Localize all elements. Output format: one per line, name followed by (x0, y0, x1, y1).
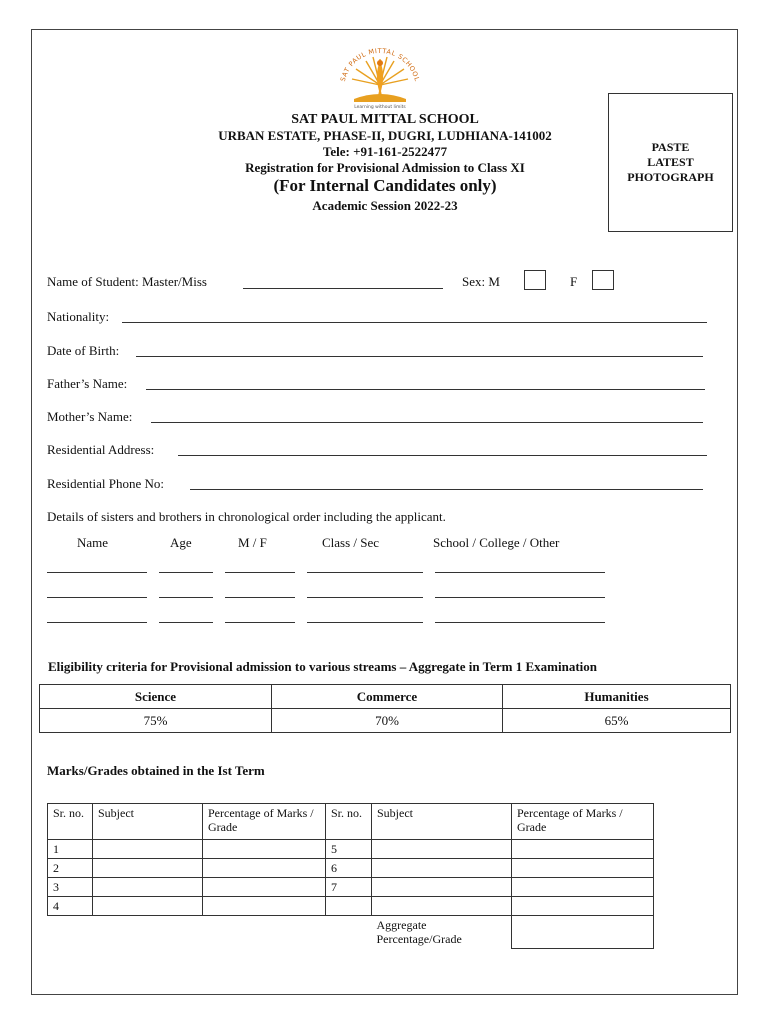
sibling-1-age-field[interactable] (159, 572, 213, 573)
mother-name-field[interactable] (151, 422, 703, 423)
siblings-col-gender: M / F (238, 535, 267, 550)
internal-candidates-note: (For Internal Candidates only) (273, 176, 497, 195)
marks-subject-cell[interactable] (372, 840, 512, 859)
sibling-2-gender-field[interactable] (225, 597, 295, 598)
marks-percentage-cell[interactable] (512, 859, 654, 878)
father-name-label: Father’s Name: (47, 376, 128, 391)
marks-header-subject-left: Subject (93, 804, 203, 840)
eligibility-header-commerce: Commerce (272, 685, 503, 709)
eligibility-header-science: Science (40, 685, 272, 709)
svg-text:Learning without limits: Learning without limits (354, 105, 406, 110)
marks-srno (326, 897, 372, 916)
sibling-3-class-field[interactable] (307, 622, 423, 623)
siblings-col-name: Name (77, 535, 109, 550)
marks-header-subject-right: Subject (372, 804, 512, 840)
sibling-3-age-field[interactable] (159, 622, 213, 623)
sibling-2-age-field[interactable] (159, 597, 213, 598)
sex-label: Sex: M (462, 274, 500, 289)
school-address: URBAN ESTATE, PHASE-II, DUGRI, LUDHIANA-141002 (218, 128, 552, 143)
sibling-3-gender-field[interactable] (225, 622, 295, 623)
marks-subject-cell[interactable] (372, 878, 512, 897)
marks-percentage-cell[interactable] (203, 878, 326, 897)
aggregate-label: Aggregate Percentage/Grade (372, 916, 512, 949)
marks-header-percentage-right: Percentage of Marks / Grade (512, 804, 654, 840)
marks-header-srno-right: Sr. no. (326, 804, 372, 840)
academic-session: Academic Session 2022-23 (312, 198, 458, 213)
aggregate-spacer (48, 916, 372, 949)
photo-box-line-3: PHOTOGRAPH (627, 170, 714, 184)
name-label: Name of Student: Master/Miss (47, 274, 207, 289)
school-telephone: Tele: +91-161-2522477 (322, 144, 448, 159)
sibling-1-gender-field[interactable] (225, 572, 295, 573)
phone-label: Residential Phone No: (47, 476, 164, 491)
sibling-1-class-field[interactable] (307, 572, 423, 573)
marks-subject-cell[interactable] (372, 897, 512, 916)
eligibility-table (39, 684, 731, 733)
photo-box[interactable] (608, 93, 733, 232)
marks-subject-cell[interactable] (372, 859, 512, 878)
eligibility-value-science: 75% (40, 709, 272, 733)
dob-field[interactable] (136, 356, 703, 357)
address-field[interactable] (178, 455, 707, 456)
sibling-2-name-field[interactable] (47, 597, 147, 598)
mother-name-label: Mother’s Name: (47, 409, 133, 424)
sex-male-checkbox[interactable] (524, 270, 546, 290)
marks-srno: 3 (48, 878, 93, 897)
marks-srno: 6 (326, 859, 372, 878)
marks-percentage-cell[interactable] (512, 878, 654, 897)
nationality-field[interactable] (122, 322, 707, 323)
marks-percentage-cell[interactable] (512, 840, 654, 859)
eligibility-value-humanities: 65% (503, 709, 731, 733)
sibling-3-name-field[interactable] (47, 622, 147, 623)
sex-female-checkbox[interactable] (592, 270, 614, 290)
name-field[interactable] (243, 288, 443, 289)
marks-subject-cell[interactable] (93, 897, 203, 916)
marks-srno: 2 (48, 859, 93, 878)
marks-percentage-cell[interactable] (203, 859, 326, 878)
marks-srno: 7 (326, 878, 372, 897)
aggregate-value-cell[interactable] (512, 916, 654, 949)
sibling-1-school-field[interactable] (435, 572, 605, 573)
marks-subject-cell[interactable] (93, 840, 203, 859)
nationality-label: Nationality: (47, 309, 110, 324)
dob-label: Date of Birth: (47, 343, 120, 358)
table-row (48, 859, 654, 878)
table-row (48, 878, 654, 897)
marks-srno: 1 (48, 840, 93, 859)
siblings-col-age: Age (170, 535, 192, 550)
siblings-col-school: School / College / Other (433, 535, 560, 550)
sex-female-label: F (570, 274, 578, 289)
table-row (48, 897, 654, 916)
sibling-2-school-field[interactable] (435, 597, 605, 598)
phone-field[interactable] (190, 489, 703, 490)
eligibility-value-commerce: 70% (272, 709, 503, 733)
marks-title: Marks/Grades obtained in the Ist Term (47, 763, 265, 778)
marks-table (47, 803, 654, 949)
marks-subject-cell[interactable] (93, 859, 203, 878)
marks-header-percentage-left: Percentage of Marks / Grade (203, 804, 326, 840)
marks-srno: 4 (48, 897, 93, 916)
marks-subject-cell[interactable] (93, 878, 203, 897)
father-name-field[interactable] (146, 389, 705, 390)
marks-srno: 5 (326, 840, 372, 859)
school-name: SAT PAUL MITTAL SCHOOL (291, 112, 479, 127)
marks-percentage-cell[interactable] (203, 840, 326, 859)
sibling-1-name-field[interactable] (47, 572, 147, 573)
siblings-col-class: Class / Sec (322, 535, 380, 550)
siblings-label: Details of sisters and brothers in chronological order including the applicant. (47, 509, 446, 524)
eligibility-header-humanities: Humanities (503, 685, 731, 709)
svg-text:SAT PAUL MITTAL SCHOOL: SAT PAUL MITTAL SCHOOL (338, 46, 422, 83)
registration-title: Registration for Provisional Admission to Class XI (245, 160, 525, 175)
address-label: Residential Address: (47, 442, 155, 457)
eligibility-title: Eligibility criteria for Provisional admission to various streams – Aggregate in Term 1 Examination (48, 659, 598, 674)
sibling-3-school-field[interactable] (435, 622, 605, 623)
table-row (48, 840, 654, 859)
marks-header-srno-left: Sr. no. (48, 804, 93, 840)
photo-box-line-1: PASTE (651, 140, 690, 154)
photo-box-line-2: LATEST (647, 155, 694, 169)
marks-percentage-cell[interactable] (203, 897, 326, 916)
marks-percentage-cell[interactable] (512, 897, 654, 916)
sibling-2-class-field[interactable] (307, 597, 423, 598)
school-logo-icon (330, 45, 430, 111)
